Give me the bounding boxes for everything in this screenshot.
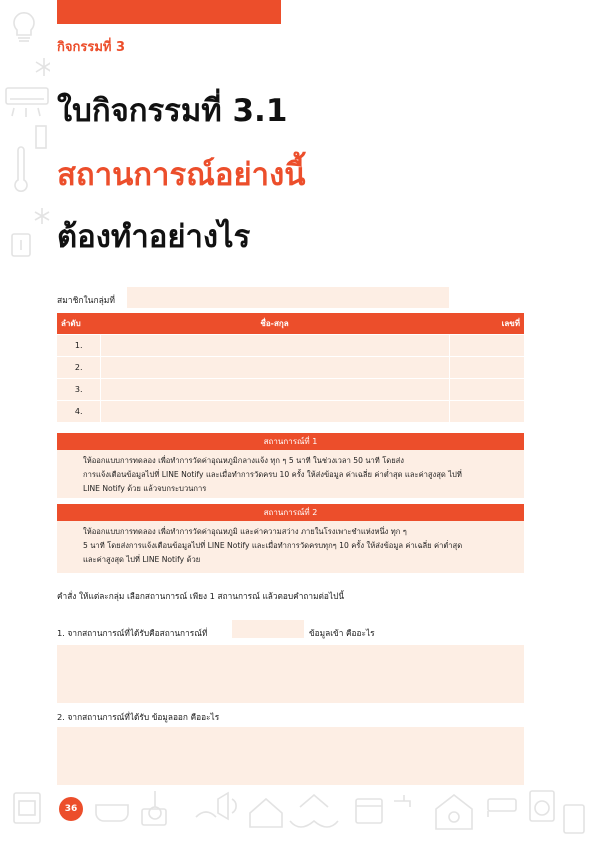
question-2-text: 2. จากสถานการณ์ที่ได้รับ ข้อมูลออก คืออะไร (57, 712, 220, 722)
building-icon (36, 126, 46, 148)
scenario-2-line: ให้ออกแบบการทดลอง เพื่อทำการวัดค่าอุณหภูมิ และค่าความสว่าง ภายในโรงเพาะชำแห่งหนึ่ง ทุก ๆ (83, 527, 407, 536)
scenario-2-line: 5 นาที โดยส่งการแจ้งเตือนข้อมูลไปที่ LINE Notify และเมื่อทำการวัดครบทุกๆ 10 ครั้ง ให้ส่งข้อมูล ค่าเฉลี่ย ค่าต่ำสุด (83, 541, 463, 550)
scenario-1-box (57, 433, 524, 498)
bathtub-icon (96, 805, 128, 821)
row-number: 1. (57, 334, 100, 356)
header-name: ชื่อ-สกุล (100, 313, 449, 334)
question-1-text: 1. จากสถานการณ์ที่ได้รับคือสถานการณ์ที่ (57, 628, 208, 638)
member-id-field[interactable] (449, 334, 524, 356)
table-row (57, 334, 524, 356)
scenario-2-title: สถานการณ์ที่ 2 (57, 504, 524, 521)
header-id: เลขที่ (449, 313, 524, 334)
snowflake-icon (35, 208, 49, 224)
group-members-label: สมาชิกในกลุ่มที่ (57, 296, 116, 306)
member-id-field[interactable] (449, 400, 524, 422)
row-number: 3. (57, 378, 100, 400)
lightbulb-icon (14, 13, 34, 41)
scenario-1-line: LINE Notify ด้วย แล้วจบกระบวนการ (83, 484, 207, 493)
switch-icon (12, 234, 30, 256)
decorative-bottom-icons (0, 787, 595, 842)
header-num: ลำดับ (57, 313, 100, 334)
worksheet-subtitle: สถานการณ์อย่างนี้ (57, 157, 306, 193)
air-conditioner-icon (6, 88, 48, 117)
table-row (57, 378, 524, 400)
scenario-1-text (57, 450, 524, 502)
scenario-1-line: การแจ้งเตือนข้อมูลไปที่ LINE Notify และเมื่อทำการวัดครบ 10 ครั้ง ให้ส่งข้อมูล ค่าเฉลี่ย ค่าต่ำสุด และค่าสูงสุด ไปที่ (83, 470, 462, 479)
hands-icon (290, 821, 338, 827)
oven-icon (14, 793, 40, 823)
instruction-text: คำสั่ง ให้แต่ละกลุ่ม เลือกสถานการณ์ เพียง 1 สถานการณ์ แล้วตอบคำถามต่อไปนี้ (57, 591, 345, 601)
answer-1-field[interactable] (57, 645, 524, 703)
page-number: 36 (59, 797, 83, 821)
scenario-2-line: และค่าสูงสุด ไปที่ LINE Notify ด้วย (83, 555, 201, 564)
question-1-text-end: ข้อมูลเข้า คืออะไร (309, 628, 375, 638)
member-name-field[interactable] (100, 356, 449, 378)
member-name-field[interactable] (100, 400, 449, 422)
scenario-1-line: ให้ออกแบบการทดลอง เพื่อทำการวัดค่าอุณหภูมิกลางแจ้ง ทุก ๆ 5 นาที ในช่วงเวลา 50 นาที โดยส่ง (83, 456, 405, 465)
member-id-field[interactable] (449, 356, 524, 378)
members-table-header (57, 313, 524, 334)
row-number: 4. (57, 400, 100, 422)
hand-icon (196, 812, 216, 817)
house-power-icon (436, 795, 472, 829)
member-id-field[interactable] (449, 378, 524, 400)
group-number-field[interactable] (127, 287, 449, 308)
table-row (57, 356, 524, 378)
washing-machine-icon (530, 791, 554, 821)
thermometer-icon (15, 147, 27, 191)
bed-icon (488, 799, 516, 817)
speaker-icon (218, 793, 236, 819)
scenario-2-box (57, 504, 524, 573)
row-number: 2. (57, 356, 100, 378)
member-name-field[interactable] (100, 378, 449, 400)
scenario-2-text (57, 521, 524, 573)
activity-label: กิจกรรมที่ 3 (57, 40, 126, 55)
header-accent-bar (57, 0, 281, 24)
answer-2-field[interactable] (57, 727, 524, 785)
scenario-1-title: สถานการณ์ที่ 1 (57, 433, 524, 450)
table-row (57, 400, 524, 422)
worksheet-subtitle-2: ต้องทำอย่างไร (57, 219, 251, 255)
faucet-icon (394, 795, 410, 807)
members-table (57, 313, 524, 422)
light-icon (149, 791, 161, 819)
scenario-number-field[interactable] (232, 620, 304, 638)
snowflake-icon (36, 58, 50, 76)
calendar-icon (356, 799, 382, 823)
worksheet-title: ใบกิจกรรมที่ 3.1 (57, 93, 288, 129)
member-name-field[interactable] (100, 334, 449, 356)
clipboard-icon (564, 805, 584, 833)
tv-icon (142, 809, 166, 825)
decorative-side-icons (4, 0, 50, 280)
